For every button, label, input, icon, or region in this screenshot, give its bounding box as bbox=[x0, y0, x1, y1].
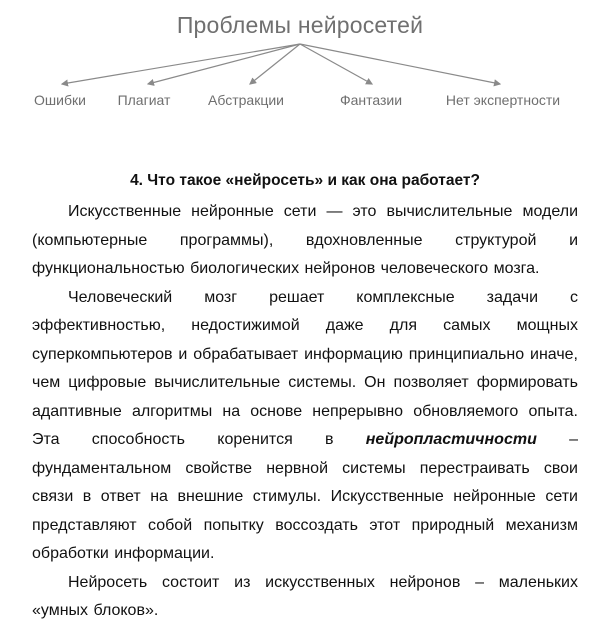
branch-fantasies: Фантазии bbox=[339, 92, 403, 108]
section-heading: 4. Что такое «нейросеть» и как она работает? bbox=[130, 172, 480, 189]
paragraph-1: Искусственные нейронные сети — это вычислительные модели (компьютерные программы), вдохновленные структурой и функциональностью биологических нейронов человеческого мозга. bbox=[32, 203, 578, 277]
branch-plagiarism: Плагиат bbox=[117, 92, 171, 108]
diagram-title: Проблемы нейросетей bbox=[176, 12, 424, 38]
arrow-1 bbox=[62, 44, 300, 84]
branch-no-expertise: Нет экспертности bbox=[445, 92, 561, 108]
arrow-2 bbox=[148, 44, 300, 84]
paragraph-2-start: Человеческий мозг решает комплексные задачи с эффективностью, недостижимой даже для самых мощных суперкомпьютеров и обрабатывает информацию принципиально иначе, чем цифровые вычислительные системы. Он позволяет формировать адаптивные алгоритмы на основе непрерывно обновляемого опыта. Эта способность коренится в bbox=[32, 288, 578, 448]
problems-diagram bbox=[0, 0, 600, 130]
branch-errors: Ошибки bbox=[34, 92, 86, 108]
paragraph-2 bbox=[32, 284, 578, 569]
branch-abstractions: Абстракции bbox=[208, 92, 284, 108]
arrow-4 bbox=[300, 44, 372, 84]
arrow-5 bbox=[300, 44, 500, 84]
paragraph-3: Нейросеть состоит из искусственных нейронов – маленьких «умных блоков». bbox=[32, 573, 578, 619]
diagram-arrows bbox=[0, 0, 600, 130]
term-neuroplasticity: нейропластичности bbox=[365, 431, 537, 448]
paragraph-2-end: – фундаментальном свойстве нервной системы перестраивать свои связи в ответ на внешние стимулы. Искусственные нейронные сети представляют собой попытку воссоздать этот природный механизм обработки информации. bbox=[32, 431, 579, 562]
document-body bbox=[32, 168, 578, 626]
